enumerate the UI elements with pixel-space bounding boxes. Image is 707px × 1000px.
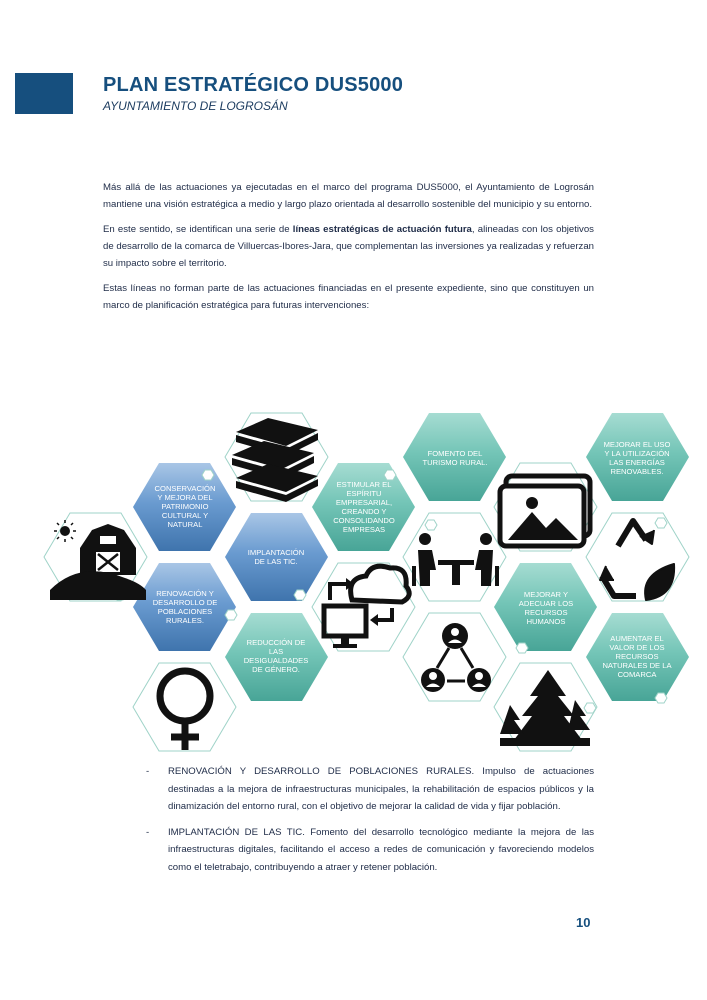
strategic-lines-emphasis: líneas estratégicas de actuación futura: [292, 224, 472, 235]
svg-text:AUMENTAR ELVALOR DE LOSRECURSO: AUMENTAR EL VALOR DE LOS RECURSOS NATURALES DE LA COMARCA: [602, 634, 672, 679]
svg-text:FOMENTO DELTURISMO RURAL.: FOMENTO DEL TURISMO RURAL.: [422, 449, 488, 467]
svg-text:MEJORAR YADECUAR LOSRECURSOSHU: MEJORAR Y ADECUAR LOS RECURSOS HUMANOS: [518, 590, 574, 626]
svg-text:IMPLANTACIÓNDE LAS TIC.: IMPLANTACIÓN DE LAS TIC.: [247, 548, 305, 566]
svg-text:ESTIMULAR ELESPÍRITUEMPRESARIA: ESTIMULAR EL ESPÍRITU EMPRESARIAL, CREANDO Y CONSOLIDANDO EMPRESAS: [333, 480, 395, 534]
list-item: - IMPLANTACIÓN DE LAS TIC. Fomento del desarrollo tecnológico mediante la mejora de las infraestructuras digitales, facilitando el acceso a redes de comunicación y favoreciendo modelos como el teletrabajo, contribuyendo a atraer y retener población.: [146, 826, 594, 873]
document-subtitle: AYUNTAMIENTO DE LOGROSÁN: [103, 99, 288, 113]
svg-text:REDUCCIÓN DELASDESIGUALDADESDE: REDUCCIÓN DE LAS DESIGUALDADES DE GÉNERO.: [243, 638, 309, 674]
intro-paragraph-2: En este sentido, se identifican una serie de líneas estratégicas de actuación futura, alineadas con los objetivos de desarrollo de la comarca de Villuercas-Ibores-Jara, que complementan las inversiones ya realizadas y refuerzan su impacto sobre el territorio.: [103, 224, 594, 269]
strategic-lines-list: [146, 763, 594, 884]
page-number: 10: [576, 915, 591, 930]
svg-text:CONSERVACIÓNY MEJORA DELPATRIM: CONSERVACIÓN Y MEJORA DEL PATRIMONIO CULTURAL Y NATURAL: [154, 484, 216, 529]
intro-paragraph-3: Estas líneas no forman parte de las actuaciones financiadas en el presente expediente, sino que constituyen un marco de planificación estratégica para futuras intervenciones:: [103, 283, 594, 311]
list-item-text: RENOVACIÓN Y DESARROLLO DE POBLACIONES RURALES. Impulso de actuaciones destinadas a la mejora de infraestructuras municipales, la rehabilitación de espacios públicos y la dinamización del entorno rural, con el objetivo de mejorar la calidad de vida y fijar población.: [168, 766, 594, 812]
svg-text:MEJORAR EL USOY LA UTILIZACIÓN: MEJORAR EL USO Y LA UTILIZACIÓN LAS ENERGÍAS RENOVABLES.: [603, 440, 671, 476]
svg-text:RENOVACIÓN YDESARROLLO DEPOBLA: RENOVACIÓN Y DESARROLLO DE POBLACIONES RURALES.: [152, 589, 218, 625]
document-title: PLAN ESTRATÉGICO DUS5000: [103, 74, 404, 96]
header-color-block: [15, 73, 73, 114]
hex-label-line: CONSERVACIÓN: [154, 484, 216, 493]
list-item: - RENOVACIÓN Y DESARROLLO DE POBLACIONES RURALES. Impulso de actuaciones destinadas a la mejora de infraestructuras municipales, la rehabilitación de espacios públicos y la dinamización del entorno rural, con el objetivo de mejorar la calidad de vida y fijar población.: [146, 766, 594, 812]
intro-paragraph-1: Más allá de las actuaciones ya ejecutadas en el marco del programa DUS5000, el Ayuntamiento de Logrosán mantiene una visión estratégica a medio y largo plazo orientada al desarrollo sostenible del municipio y su entorno.: [103, 182, 594, 210]
list-item-text: IMPLANTACIÓN DE LAS TIC. Fomento del desarrollo tecnológico mediante la mejora de las infraestructuras digitales, facilitando el acceso a redes de comunicación y favoreciendo modelos como el teletrabajo, contribuyendo a atraer y retener población.: [168, 826, 594, 873]
image-gallery-icon: [500, 476, 590, 546]
strategic-lines-diagram: [0, 405, 707, 755]
intro-text: [103, 179, 594, 322]
